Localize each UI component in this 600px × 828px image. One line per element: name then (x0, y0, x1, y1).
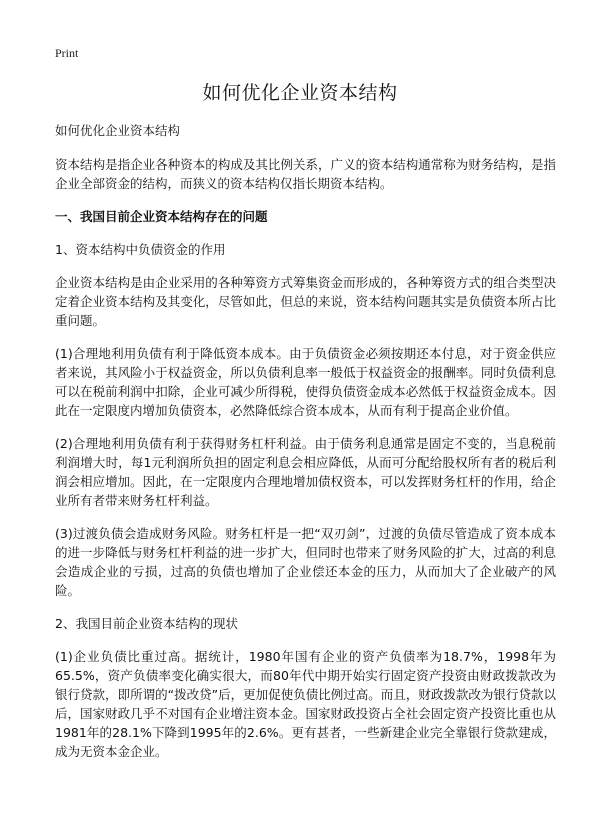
intro-paragraph: 资本结构是指企业各种资本的构成及其比例关系，广义的资本结构通常称为财务结构，是指企业全部资金的结构，而狭义的资本结构仅指长期资本结构。 (55, 157, 556, 191)
section-heading: 一、我国目前企业资本结构存在的问题 (55, 209, 268, 224)
paragraph: (2)合理地利用负债有利于获得财务杠杆利益。由于债务利息通常是固定不变的，当息税前利润增大时，每1元利润所负担的固定利息会相应降低，从而可分配给股权所有者的税后利润会相应增加。因此，在一定限度内合理地增加债权资本，可以发挥财务杠杆的作用，给企业所有者带来财务杠杆利益。 (55, 436, 556, 508)
paragraph: (3)过渡负债会造成财务风险。财务杠杆是一把“双刃剑”，过渡的负债尽管造成了资本成本的进一步降低与财务杠杆利益的进一步扩大，但同时也带来了财务风险的扩大，过高的利息会造成企业的亏损，过高的负债也增加了企业偿还本金的压力，从而加大了企业破产的风险。 (55, 526, 556, 598)
page-title: 如何优化企业资本结构 (202, 82, 398, 104)
print-link[interactable]: Print (55, 46, 79, 60)
paragraph: (1)合理地利用负债有利于降低资本成本。由于负债资金必须按期还本付息，对于资金供应者来说，其风险小于权益资金，所以负债利息率一般低于权益资金的报酬率。同时负债利息可以在税前利润中扣除，企业可减少所得税，使得负债资金成本必然低于权益资金成本。因此在一定限度内增加负债资本，必然降低综合资本成本，从而有利于提高企业价值。 (55, 346, 556, 418)
article-body (55, 121, 556, 775)
subsection-heading-2: 2、我国目前企业资本结构的现状 (55, 616, 238, 631)
paragraph: 企业资本结构是由企业采用的各种筹资方式筹集资金而形成的，各种筹资方式的组合类型决定着企业资本结构及其变化，尽管如此，但总的来说，资本结构问题其实是负债资本所占比重问题。 (55, 275, 556, 328)
paragraph: (1)企业负债比重过高。据统计，1980年国有企业的资产负债率为18.7%，1998年为65.5%，资产负债率变化确实很大，而80年代中期开始实行固定资产投资由财政拨款改为银行贷款，即所谓的“拨改贷”后，更加促使负债比例过高。而且，财政拨款改为银行贷款以后，国家财政几乎不对国有企业增注资本金。国家财政投资占全社会固定资产投资比重也从1981年的28.1%下降到1995年的2.6%。更有甚者，一些新建企业完全靠银行贷款建成，成为无资本金企业。 (55, 649, 556, 759)
subsection-heading-1: 1、资本结构中负债资金的作用 (55, 242, 226, 257)
article-subtitle: 如何优化企业资本结构 (55, 123, 181, 138)
